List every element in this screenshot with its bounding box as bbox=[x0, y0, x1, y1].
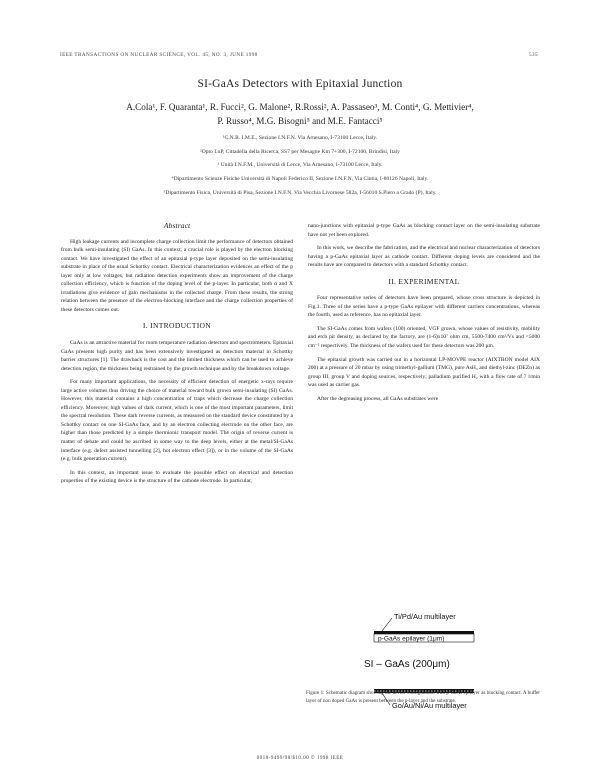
top-label-leader bbox=[382, 618, 392, 631]
running-header bbox=[60, 52, 538, 58]
experimental-paragraph: After the degreasing process, all GaAs substrates were bbox=[317, 395, 439, 402]
journal-name: IEEE TRANSACTIONS ON NUCLEAR SCIENCE, VOL. 45, NO. 3, JUNE 1998 bbox=[60, 52, 258, 58]
experimental-paragraph: The epitaxial growth was carried out in a horizontal LP-MOVPE reactor (AIXTRON model AIX 200) at a pressure of 20 mbar by using trimethyl-gallium (TMG), pure AsH₃ and diethyl-zinc (DEZn) as group III, group V and doping sources, respectively; palladium purified H₂ with a flow rate of 7 l/min was used as carrier gas. bbox=[308, 356, 540, 389]
intro-paragraph: For many important applications, the necessity of efficient detection of energetic x-rays require large active volumes thus driving the choice of material toward bulk grown semi-insulating (SI) GaAs. However, this material contains a high concentration of traps which decrease the charge collection efficiency. Moreover, high values of dark current, which is one of the most important parameters, limit the spectral resolution. These dark reverse currents, as measured on the standard device constituted by a Schottky contact on one SI-GaAs face, and by an electron collecting electrode on the other face, are higher than those predicted by a simple thermionic transport model. The origin of reverse current is matter of debate and could be ascribed in some way to the deep levels, either at the metal/SI-GaAs interface (e.g. defect assisted tunnelling [2], hot electron effect [3]), or in the volume of the SI-GaAs (e.g. bulk generation current). bbox=[61, 379, 293, 463]
experimental-paragraph: Four representative series of detectors have been prepared, whose cross structure is depicted in Fig.1. Three of the series have a p-type GaAs epilayer with different carriers concentrations, whereas the fourth, used as reference, has no epitaxial layer. bbox=[308, 295, 540, 319]
section-heading-introduction: I. INTRODUCTION bbox=[142, 321, 212, 331]
page-number: 535 bbox=[529, 52, 538, 58]
substrate-label: SI – GaAs (200μm) bbox=[364, 659, 450, 670]
section-heading-experimental: II. EXPERIMENTAL bbox=[388, 276, 460, 286]
author-line: A.Cola¹, F. Quaranta¹, R. Fucci², G. Malone², R.Rossi², A. Passaseo³, M. Conti⁴, G. Mettivier⁴, bbox=[126, 102, 474, 112]
affiliation: ⁵Dipartimento Fisica, Università di Pisa, Sezione I.N.F.N. Via Vecchia Livornese 582a, I-56010 S.Piero a Grado (P), Italy. bbox=[163, 189, 437, 196]
bottom-contact-label: Go/Au/Ni/Au multilayer bbox=[392, 701, 467, 710]
abstract-text: High leakage currents and incomplete charge collection limit the performance of detectors obtained from bulk semi-insulating (SI) GaAs. In this context, a crucial role is played by the electron blocking contact. We have investigated the effect of an epitaxial p-type layer deposited on the semi-insulating substrate in place of the usual Schottky contact. Electrical characterization evidences an effect of the p layer only at low voltages, but radiation detection experiments show an improvement of the charge collection efficiency, which is function of the doping level of the p-layer. In particular, both α and X irradiations give evidence of gain mechanisms in the collected charge. From these results, the strong relation between the presence of the electron-blocking interface and the charge collection properties of these detectors comes out. bbox=[61, 238, 293, 313]
top-contact-label: Ti/Pd/Au multilayer bbox=[394, 612, 456, 621]
intro-paragraph: In this work, we describe the fabrication, and the electrical and nuclear characterization of detectors having a p-GaAs epitaxial layer as cathode contact. Different doping levels are considered and the results have are compared to detectors with a standard Schottky contact. bbox=[308, 245, 540, 269]
intro-paragraph: GaAs is an attractive material for room temperature radiation detectors and spectrometers. Epitaxial GaAs presents high purity and has been extensively investigated as detection material in Schottky barrier structures [1]. The drawback is the cost and the limited thickness which can be used to achieve detection region, the thickness being restrained by the growth technique and by the breakdown voltage. bbox=[61, 340, 293, 372]
intro-continuation: nano-junctions with epitaxial p-type GaAs as blocking contact layer on the semi-insulating substrate have not yet been explored. bbox=[308, 223, 540, 238]
author-line: P. Russo⁴, M.G. Bisogni⁵ and M.E. Fantacci⁵ bbox=[217, 116, 383, 126]
paper-title: SI-GaAs Detectors with Epitaxial Junction bbox=[197, 78, 403, 90]
device-structure-figure bbox=[312, 565, 540, 770]
affiliation: ¹C.N.R. I.M.E., Sezione I.N.F.N. Via Arnesano, I-73100 Lecce, Italy. bbox=[222, 135, 378, 141]
affiliation: ³ Unità I.N.F.M., Università di Lecce, Via Arnesano, I-73100 Lecce, Italy. bbox=[217, 162, 383, 169]
epilayer-label: p-GaAs epilayer (1μm) bbox=[378, 635, 445, 643]
author-list bbox=[60, 100, 540, 128]
intro-paragraph: In this context, an important issue to evaluate the possible effect on electrical and detection properties of the existing device is the structure of the cathode electrode. In particular, bbox=[61, 469, 293, 485]
copyright-footer: 0018-9499/98/$10.00 © 1998 IEEE bbox=[256, 755, 344, 761]
figure-caption: Figure 1: Schematic diagram showing the device configuration with p-GaAs epilayer as blocking contact. A buffer layer of non doped GaAs is present between the p-layer and the substrate. bbox=[306, 690, 540, 704]
left-column bbox=[61, 222, 293, 491]
abstract-heading: Abstract bbox=[163, 221, 191, 230]
affiliation: ⁴Dipartimento Scienze Fisiche Università di Napoli Federico II, Sezione I.N.F.N, Via Cintia, I-80126 Napoli, Italy. bbox=[171, 176, 429, 183]
experimental-paragraph: The SI-GaAs comes from wafers (100) oriented, VGF grown, whose values of resistivity, mobility and etch pit density, as declared by the factory, are (1-6)x10⁷ ohm cm, 5500-7400 cm²/Vs and <5000 cm⁻² respectively. The thickness of the wafers used for these detectors was 200 μm. bbox=[308, 325, 540, 350]
affiliation-list bbox=[40, 132, 560, 201]
top-contact-layer bbox=[374, 631, 474, 634]
affiliation: ²Opto I.nP, Cittadella della Ricerca, SS7 per Mesagne Km 7+300, I-72100, Brindisi, Italy bbox=[200, 148, 400, 155]
right-column bbox=[308, 222, 540, 408]
